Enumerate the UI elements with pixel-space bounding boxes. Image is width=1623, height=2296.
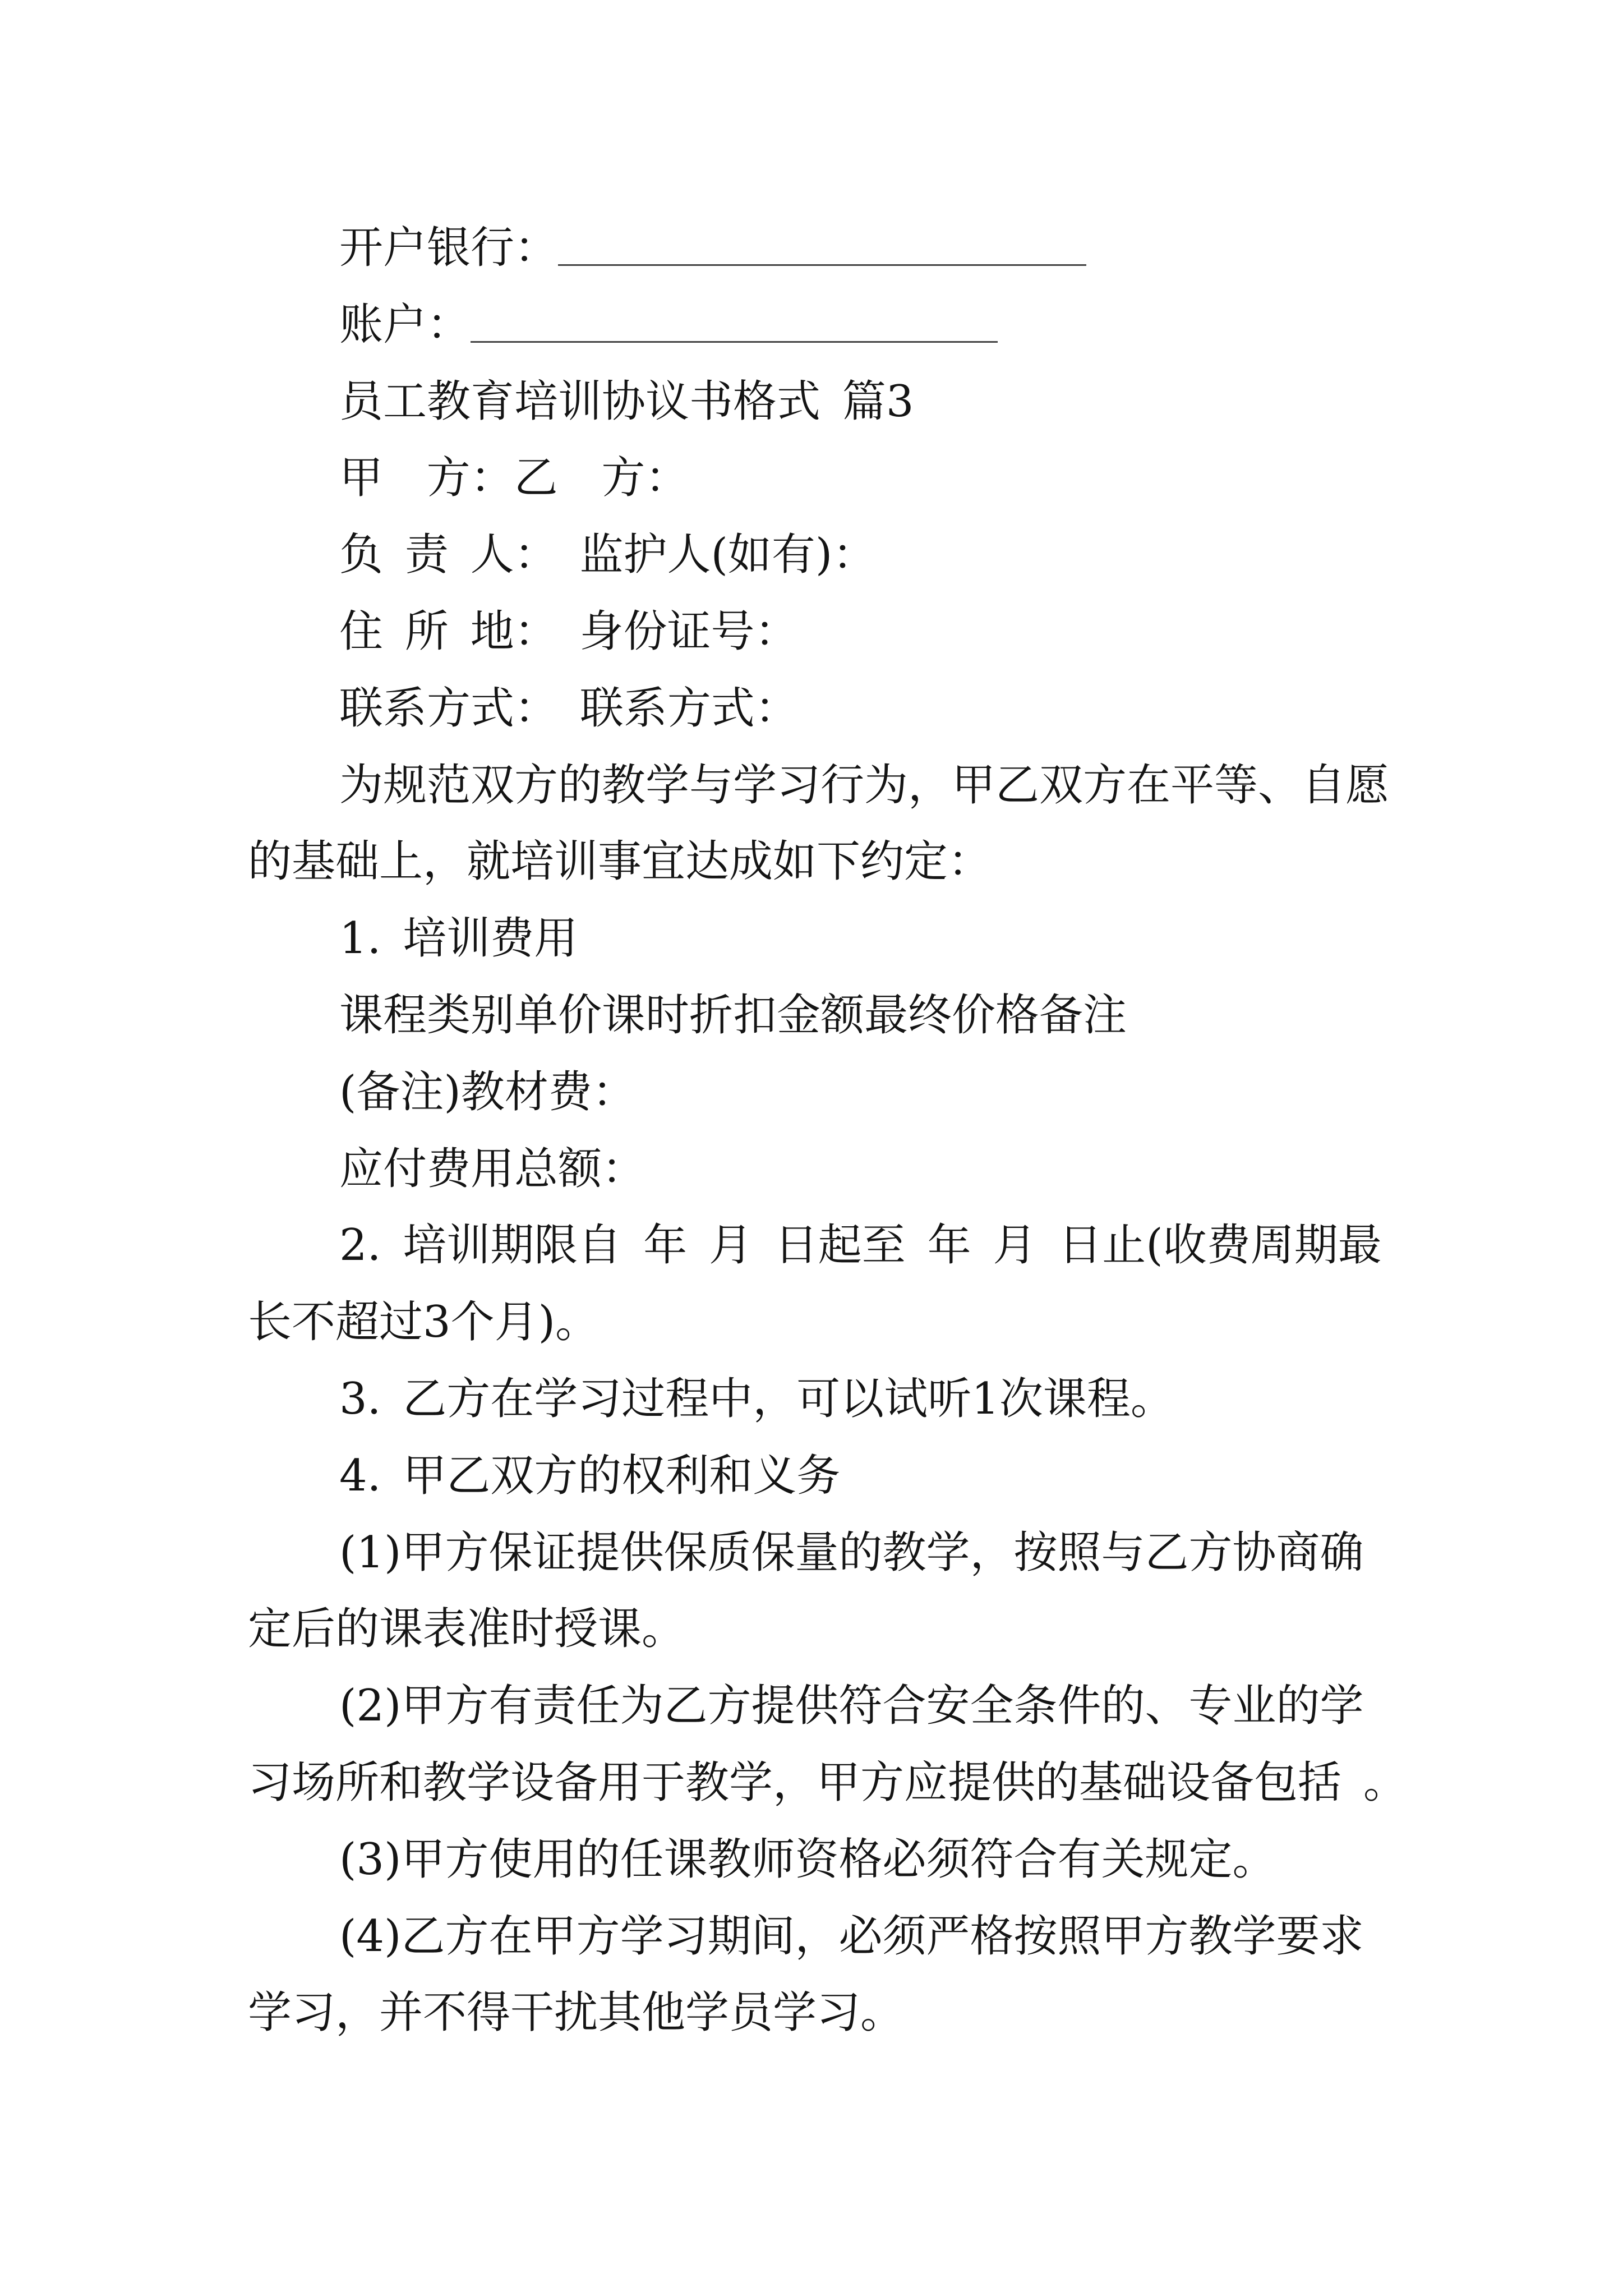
paragraph	[0, 1361, 1623, 1438]
party-line-address: 住 所 地： 身份证号：	[339, 606, 799, 657]
paragraph	[0, 900, 1623, 977]
paragraph	[0, 1898, 1623, 2052]
paragraph-line: (2)甲方有责任为乙方提供符合安全条件的、专业的学	[339, 1681, 1364, 1732]
paragraph-line: 定后的课表准时授课。	[248, 1604, 686, 1655]
bank-blank-line	[558, 264, 1086, 266]
paragraph	[0, 1054, 1623, 1131]
party-line-contact: 联系方式： 联系方式：	[339, 683, 799, 734]
paragraph-line: 课程类别单价课时折扣金额最终价格备注	[339, 990, 1127, 1041]
document-body	[0, 210, 1623, 2051]
paragraph	[0, 1438, 1623, 1515]
paragraph	[0, 1131, 1623, 1208]
paragraph	[0, 747, 1623, 901]
paragraph-line: 为规范双方的教学与学习行为，甲乙双方在平等、自愿	[339, 760, 1390, 811]
paragraph	[0, 1668, 1623, 1821]
paragraph-line: 1. 培训费用	[339, 913, 578, 964]
paragraph	[0, 1821, 1623, 1898]
paragraph-line: 习场所和教学设备用于教学，甲方应提供的基础设备包括 。	[248, 1757, 1407, 1808]
paragraph-line: 3. 乙方在学习过程中，可以试听1次课程。	[339, 1373, 1174, 1424]
paragraph	[0, 1515, 1623, 1668]
paragraph-line: 应付费用总额：	[339, 1143, 646, 1194]
paragraph-line: 的基础上，就培训事宜达成如下约定：	[248, 836, 992, 887]
bank-info-line	[0, 210, 1623, 287]
paragraph-line: 2. 培训期限自 年 月 日起至 年 月 日止(收费周期最	[339, 1220, 1382, 1271]
paragraph-line: (备注)教材费：	[339, 1066, 636, 1117]
paragraph-line: 学习，并不得干扰其他学员学习。	[248, 1987, 905, 2039]
paragraph	[0, 977, 1623, 1054]
account-blank-line	[471, 341, 998, 343]
paragraph-line: (1)甲方保证提供保质保量的教学，按照与乙方协商确	[339, 1527, 1364, 1578]
paragraph-line: (3)甲方使用的任课教师资格必须符合有关规定。	[339, 1834, 1276, 1885]
paragraph	[0, 1207, 1623, 1361]
account-info-line	[0, 287, 1623, 364]
account-label: 账户：	[339, 299, 471, 350]
paragraph-line: (4)乙方在甲方学习期间，必须严格按照甲方教学要求	[339, 1911, 1364, 1962]
bank-label: 开户银行：	[339, 223, 559, 273]
party-line-names: 甲 方：乙 方：	[339, 453, 689, 504]
paragraph-line: 长不超过3个月)。	[248, 1297, 600, 1348]
paragraph-line: 4. 甲乙双方的权利和义务	[339, 1450, 841, 1501]
party-line-responsible: 负 责 人： 监护人(如有)：	[339, 530, 877, 581]
section-heading: 员工教育培训协议书格式 篇3	[339, 376, 914, 427]
